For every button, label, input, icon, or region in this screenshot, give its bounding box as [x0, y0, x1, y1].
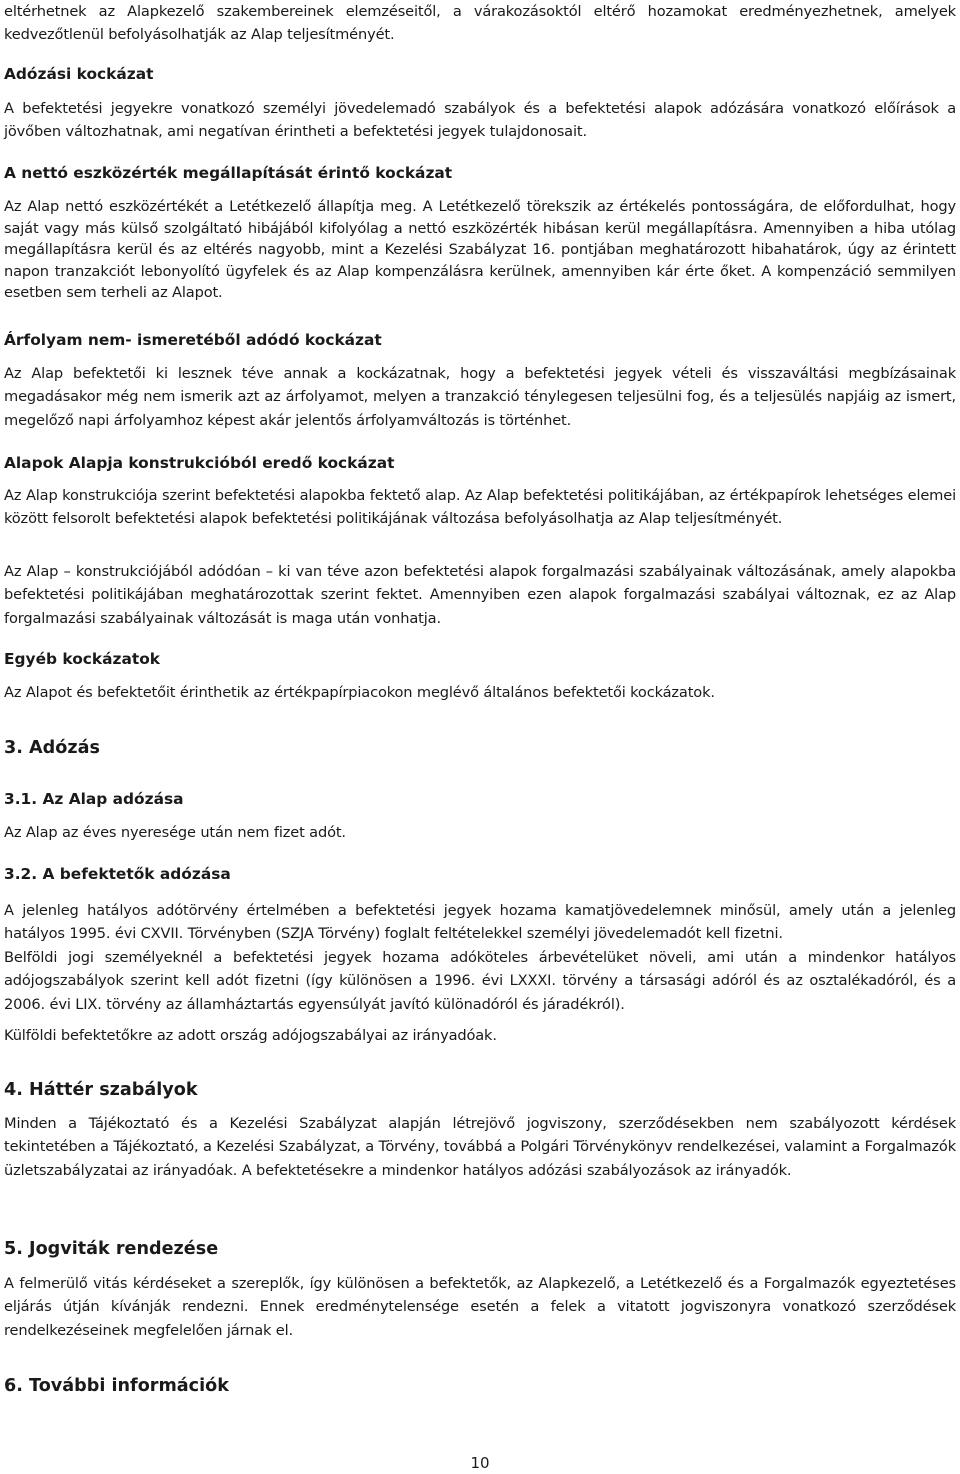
page-number: 10 [470, 1454, 490, 1472]
section-3-2-text-1: A jelenleg hatályos adótörvény értelmében a befektetési jegyek hozama kamatjövedelemnek minősül, amely után a jelenleg hatályos 1995. évi CXVII. Törvényben (SZJA Törvény) foglalt feltételekkel személyi jövedelemadót kell fizetni. [4, 902, 956, 943]
intro-paragraph: eltérhetnek az Alapkezelő szakembereinek elemzéseitől, a várakozásoktól eltérő hozamokat eredményezhetnek, amelyek kedvezőtlenül befolyásolhatják az Alap teljesítményét. [4, 3, 956, 44]
other-risks-heading: Egyéb kockázatok [4, 650, 161, 668]
section-4-heading: 4. Háttér szabályok [4, 1080, 198, 1100]
price-risk-heading: Árfolyam nem- ismeretéből adódó kockázat [4, 331, 382, 349]
section-3-2-text-3: Külföldi befektetőkre az adott ország adójogszabályai az irányadóak. [4, 1027, 497, 1044]
price-risk-text: Az Alap befektetői ki lesznek téve annak a kockázatnak, hogy a befektetési jegyek vételi és visszaváltási megbízásainak megadásakor még nem ismerik azt az árfolyamot, melyen a tranzakció ténylegesen teljesülni fog, és a teljesülés napjáig az ismert, megelőző napi árfolyamhoz képest akár jelentős árfolyamváltozás is történhet. [4, 365, 956, 429]
nav-risk-text: Az Alap nettó eszközértékét a Letétkezelő állapítja meg. A Letétkezelő törekszik az értékelés pontosságára, de előfordulhat, hogy saját vagy más külső szolgáltató hibájából kifolyólag a nettó eszközérték hibásan kerül megállapításra. Amennyiben a hiba utólag megállapításra kerül és az eltérés nagyobb, mint a Kezelési Szabályzat 16. pontjában meghatározott hibahatárok, úgy az érintett napon tranzakciót lebonyolító ügyfelek és az Alap kompenzálásra kerülnek, amennyiben kár érte őket. A kompenzáció semmilyen esetben sem terheli az Alapot. [4, 198, 956, 301]
tax-risk-heading: Adózási kockázat [4, 65, 154, 83]
construction-risk-heading: Alapok Alapja konstrukcióból eredő kockázat [4, 454, 395, 472]
section-3-2-heading: 3.2. A befektetők adózása [4, 865, 231, 883]
section-3-1-heading: 3.1. Az Alap adózása [4, 790, 184, 808]
tax-risk-text: A befektetési jegyekre vonatkozó személyi jövedelemadó szabályok és a befektetési alapok adózására vonatkozó előírások a jövőben változhatnak, ami negatívan érintheti a befektetési jegyek tulajdonosait. [4, 100, 956, 141]
section-4-text: Minden a Tájékoztató és a Kezelési Szabályzat alapján létrejövő jogviszony, szerződésekben nem szabályozott kérdések tekintetében a Tájékoztató, a Kezelési Szabályzat, a Törvény, továbbá a Polgári Törvénykönyv rendelkezései, valamint a Forgalmazók üzletszabályzatai az irányadóak. A befektetésekre a mindenkor hatályos adózási szabályozások az irányadók. [4, 1115, 956, 1179]
section-5-heading: 5. Jogviták rendezése [4, 1239, 219, 1259]
other-risks-text: Az Alapot és befektetőit érinthetik az értékpapírpiacokon meglévő általános befektetői kockázatok. [4, 684, 715, 701]
section-3-2-text-2: Belföldi jogi személyeknél a befektetési jegyek hozama adóköteles árbevételüket növeli, ami után a mindenkor hatályos adójogszabályok szerint kell adót fizetni (így különösen a 1996. évi LXXXI. törvény a társasági adóról és az osztalékadóról, és a 2006. évi LIX. törvény az államháztartás egyensúlyát javító különadóról és járadékról). [4, 949, 956, 1013]
section-5-text: A felmerülő vitás kérdéseket a szereplők, így különösen a befektetők, az Alapkezelő, a Letétkezelő és a Forgalmazók egyeztetéses eljárás útján kívánják rendezni. Ennek eredménytelensége esetén a felek a vitatott jogviszonyra vonatkozó szerződések rendelkezéseinek megfelelően járnak el. [4, 1275, 956, 1339]
construction-risk-text-1: Az Alap konstrukciója szerint befektetési alapokba fektető alap. Az Alap befektetési politikájában, az értékpapírok lehetséges elemei között felsorolt befektetési alapok befektetési politikájának változása befolyásolhatja az Alap teljesítményét. [4, 487, 956, 528]
construction-risk-text-2: Az Alap – konstrukciójából adódóan – ki van téve azon befektetési alapok forgalmazási szabályainak változásának, amely alapokba befektetési politikájában meghatározottak szerint fektet. Amennyiben ezen alapok forgalmazási szabályai változnak, ez az Alap forgalmazási szabályainak változását is maga után vonhatja. [4, 563, 956, 627]
nav-risk-heading: A nettó eszközérték megállapítását érintő kockázat [4, 164, 453, 182]
section-3-1-text: Az Alap az éves nyeresége után nem fizet adót. [4, 824, 346, 841]
section-3-heading: 3. Adózás [4, 738, 100, 758]
section-6-heading: 6. További információk [4, 1376, 229, 1396]
